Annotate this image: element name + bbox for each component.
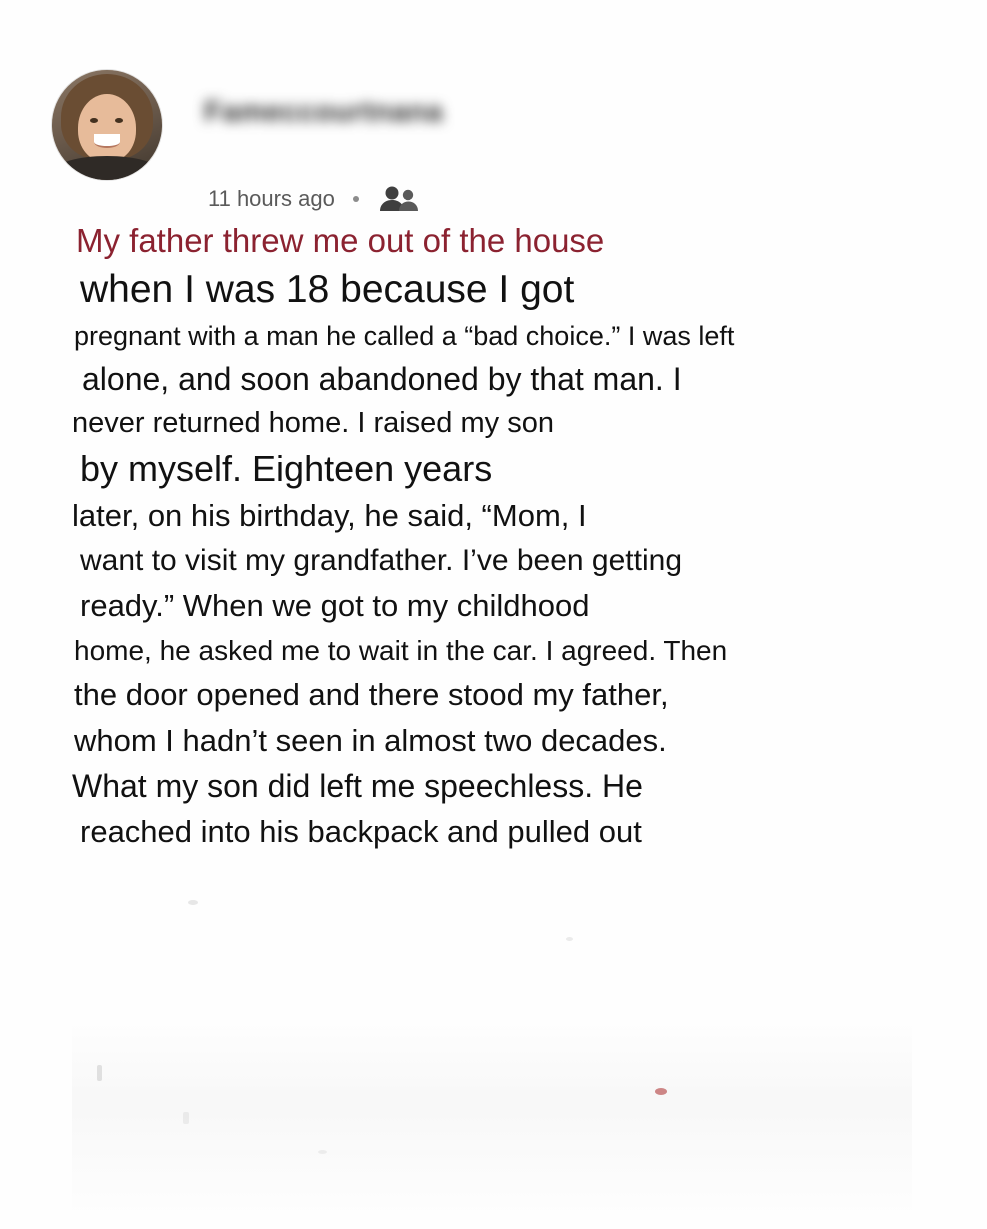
page-lower-blank-area xyxy=(72,1020,912,1220)
image-artifact xyxy=(566,937,573,941)
post-text-line: ready.” When we got to my childhood xyxy=(80,588,590,623)
image-artifact xyxy=(318,1150,327,1154)
post-text-line: by myself. Eighteen years xyxy=(80,448,493,489)
image-artifact xyxy=(183,1112,189,1124)
post-meta xyxy=(208,184,421,214)
post-text-line: reached into his backpack and pulled out xyxy=(80,814,642,849)
avatar[interactable] xyxy=(52,70,162,180)
post-text-line: pregnant with a man he called a “bad choice.” I was left xyxy=(74,321,735,351)
post-text-line: later, on his birthday, he said, “Mom, I xyxy=(72,498,587,533)
image-artifact xyxy=(97,1065,102,1081)
post-text-line: when I was 18 because I got xyxy=(80,268,575,311)
image-artifact xyxy=(188,900,198,905)
post-author-name[interactable]: Fameccourtnana xyxy=(204,96,444,128)
meta-separator-dot xyxy=(353,196,359,202)
avatar-smile xyxy=(94,134,120,148)
post-text-line: My father threw me out of the house xyxy=(76,222,605,259)
post-timestamp[interactable]: 11 hours ago xyxy=(208,186,335,211)
image-artifact xyxy=(655,1088,667,1095)
post-text-line: home, he asked me to wait in the car. I agreed. Then xyxy=(74,635,728,666)
avatar-eye-left xyxy=(90,118,98,123)
post-text-line: want to visit my grandfather. I’ve been getting xyxy=(80,544,683,577)
post-text-line: alone, and soon abandoned by that man. I xyxy=(82,361,682,397)
friends-icon[interactable] xyxy=(377,184,421,214)
post-text-line: the door opened and there stood my father, xyxy=(74,677,669,712)
post-header xyxy=(52,70,932,211)
avatar-face xyxy=(78,94,136,162)
avatar-shoulders xyxy=(55,156,159,180)
avatar-eye-right xyxy=(115,118,123,123)
post-text-line: What my son did left me speechless. He xyxy=(72,768,643,804)
post-text xyxy=(0,218,987,855)
post-text-line: whom I hadn’t seen in almost two decades. xyxy=(74,723,667,758)
post-text-line: never returned home. I raised my son xyxy=(72,407,554,439)
